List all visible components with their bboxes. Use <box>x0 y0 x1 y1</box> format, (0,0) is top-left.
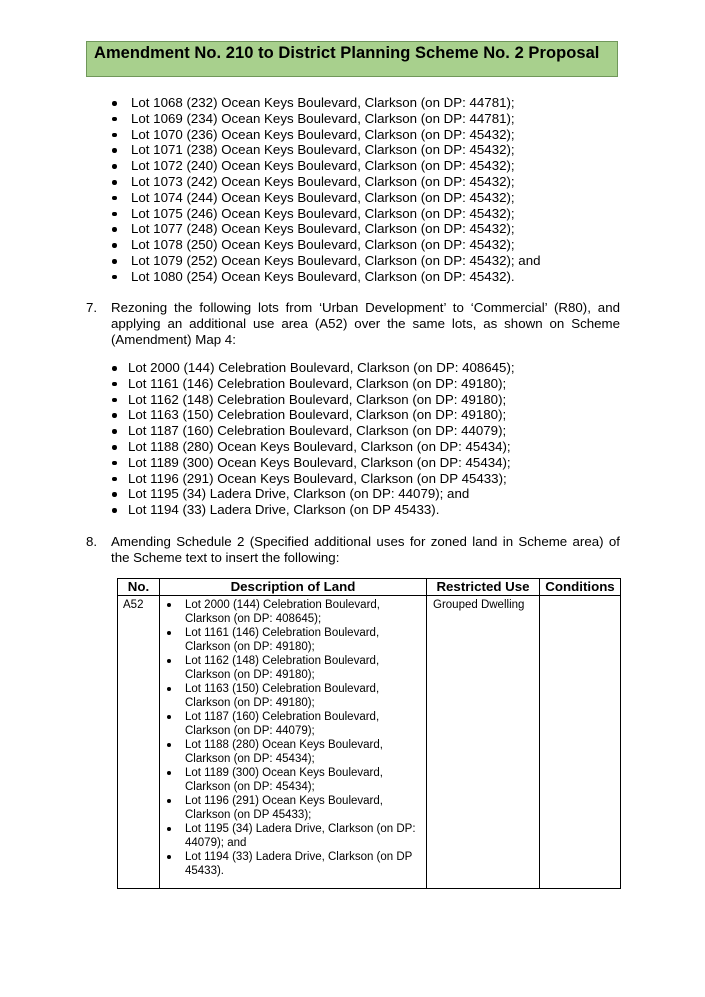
list-item: Lot 1188 (280) Ocean Keys Boulevard, Clarkson (on DP: 45434); <box>185 738 420 766</box>
list-item: Lot 1163 (150) Celebration Boulevard, Clarkson (on DP: 49180); <box>128 407 515 423</box>
list-item: Lot 1187 (160) Celebration Boulevard, Clarkson (on DP: 44079); <box>185 710 420 738</box>
list-item: Lot 1163 (150) Celebration Boulevard, Clarkson (on DP: 49180); <box>185 682 420 710</box>
list-item: Lot 1074 (244) Ocean Keys Boulevard, Clarkson (on DP: 45432); <box>131 190 541 206</box>
lot-list-2 <box>128 360 515 518</box>
list-item: Lot 1195 (34) Ladera Drive, Clarkson (on DP: 44079); and <box>185 822 420 850</box>
list-item: Lot 1075 (246) Ocean Keys Boulevard, Clarkson (on DP: 45432); <box>131 206 541 222</box>
list-item: Lot 1195 (34) Ladera Drive, Clarkson (on DP: 44079); and <box>128 486 515 502</box>
description-list <box>160 596 426 878</box>
page-title: Amendment No. 210 to District Planning Scheme No. 2 Proposal <box>94 44 600 62</box>
table-row <box>118 596 621 889</box>
list-item: Lot 1161 (146) Celebration Boulevard, Clarkson (on DP: 49180); <box>185 626 420 654</box>
list-item: Lot 1189 (300) Ocean Keys Boulevard, Clarkson (on DP: 45434); <box>185 766 420 794</box>
page-header <box>86 41 618 77</box>
list-item: Lot 1073 (242) Ocean Keys Boulevard, Clarkson (on DP: 45432); <box>131 174 541 190</box>
list-item: Lot 1068 (232) Ocean Keys Boulevard, Clarkson (on DP: 44781); <box>131 95 541 111</box>
list-item: Lot 1077 (248) Ocean Keys Boulevard, Clarkson (on DP: 45432); <box>131 221 541 237</box>
column-header-no: No. <box>118 579 160 596</box>
column-header-conditions: Conditions <box>540 579 621 596</box>
list-item: Lot 1187 (160) Celebration Boulevard, Clarkson (on DP: 44079); <box>128 423 515 439</box>
list-item: Lot 1188 (280) Ocean Keys Boulevard, Clarkson (on DP: 45434); <box>128 439 515 455</box>
list-item: Lot 1072 (240) Ocean Keys Boulevard, Clarkson (on DP: 45432); <box>131 158 541 174</box>
list-item: Lot 1162 (148) Celebration Boulevard, Clarkson (on DP: 49180); <box>185 654 420 682</box>
list-item: Lot 1071 (238) Ocean Keys Boulevard, Clarkson (on DP: 45432); <box>131 142 541 158</box>
item-7-text: Rezoning the following lots from ‘Urban Development’ to ‘Commercial’ (R80), and applying an additional use area (A52) over the same lots, as shown on Scheme (Amendment) Map 4: <box>111 300 620 347</box>
list-item: Lot 1069 (234) Ocean Keys Boulevard, Clarkson (on DP: 44781); <box>131 111 541 127</box>
list-item: Lot 1196 (291) Ocean Keys Boulevard, Clarkson (on DP 45433); <box>128 471 515 487</box>
cell-no: A52 <box>118 596 160 889</box>
item-8-text: Amending Schedule 2 (Specified additional uses for zoned land in Scheme area) of the Scheme text to insert the following: <box>111 534 620 565</box>
list-item: Lot 1079 (252) Ocean Keys Boulevard, Clarkson (on DP: 45432); and <box>131 252 541 268</box>
table-header-row <box>118 579 621 596</box>
list-item: Lot 2000 (144) Celebration Boulevard, Clarkson (on DP: 408645); <box>128 360 515 375</box>
list-item: Lot 1194 (33) Ladera Drive, Clarkson (on DP 45433). <box>128 502 515 518</box>
cell-description <box>160 596 427 889</box>
column-header-restricted-use: Restricted Use <box>427 579 540 596</box>
list-item: Lot 1196 (291) Ocean Keys Boulevard, Clarkson (on DP 45433); <box>185 794 420 822</box>
list-item: Lot 1162 (148) Celebration Boulevard, Clarkson (on DP: 49180); <box>128 392 515 408</box>
list-item: Lot 2000 (144) Celebration Boulevard, Clarkson (on DP: 408645); <box>185 598 420 626</box>
cell-restricted-use: Grouped Dwelling <box>427 596 540 889</box>
list-item: Lot 1161 (146) Celebration Boulevard, Clarkson (on DP: 49180); <box>128 376 515 392</box>
column-header-description: Description of Land <box>160 579 427 596</box>
list-item: Lot 1194 (33) Ladera Drive, Clarkson (on DP 45433). <box>185 850 420 878</box>
schedule-table <box>117 578 621 889</box>
list-item: Lot 1189 (300) Ocean Keys Boulevard, Clarkson (on DP: 45434); <box>128 455 515 471</box>
list-item: Lot 1070 (236) Ocean Keys Boulevard, Clarkson (on DP: 45432); <box>131 127 541 143</box>
item-8-number: 8. <box>86 534 98 549</box>
cell-conditions <box>540 596 621 889</box>
list-item: Lot 1078 (250) Ocean Keys Boulevard, Clarkson (on DP: 45432); <box>131 237 541 253</box>
item-7-number: 7. <box>86 300 98 315</box>
lot-list-1 <box>131 95 541 285</box>
list-item: Lot 1080 (254) Ocean Keys Boulevard, Clarkson (on DP: 45432). <box>131 269 541 285</box>
